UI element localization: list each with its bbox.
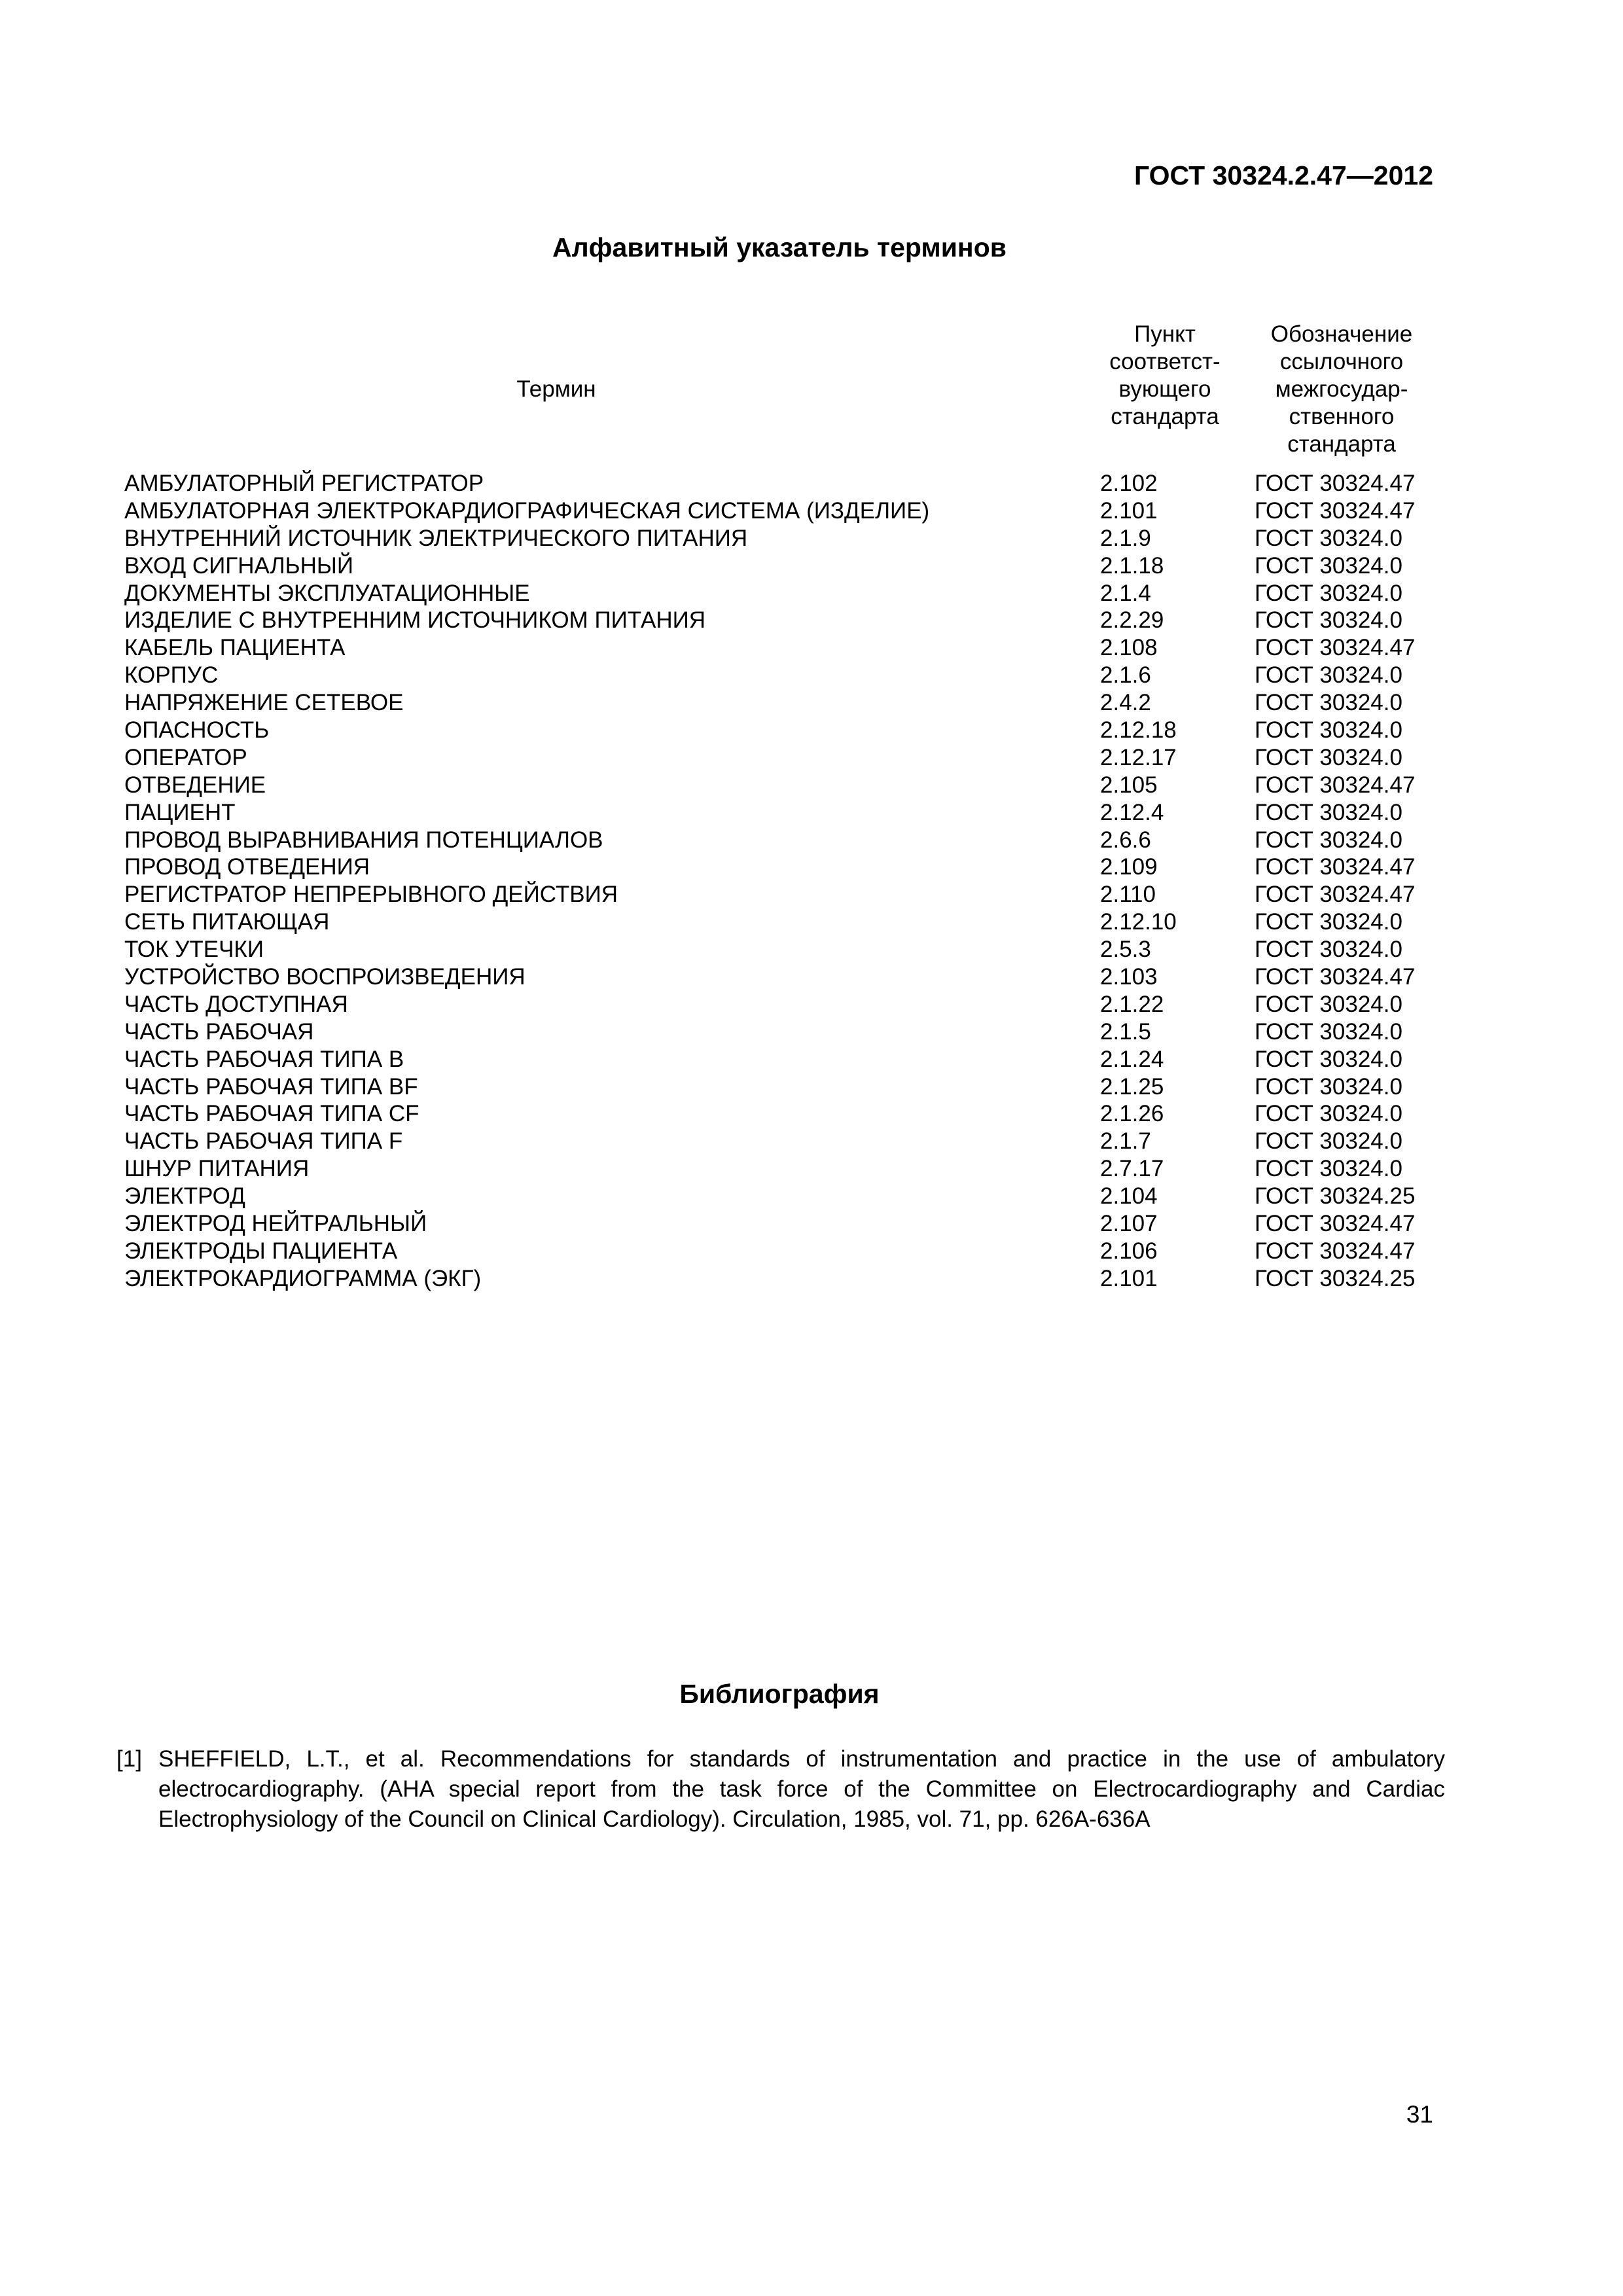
table-row bbox=[124, 662, 1459, 689]
reference-cell: ГОСТ 30324.47 bbox=[1255, 854, 1416, 880]
reference-cell: ГОСТ 30324.0 bbox=[1255, 525, 1402, 551]
table-row bbox=[124, 1128, 1459, 1155]
term-cell: ЧАСТЬ РАБОЧАЯ bbox=[124, 1018, 314, 1045]
reference-cell: ГОСТ 30324.25 bbox=[1255, 1265, 1416, 1291]
page-number: 31 bbox=[1406, 2101, 1433, 2128]
clause-cell: 2.1.18 bbox=[1100, 552, 1164, 579]
reference-cell: ГОСТ 30324.47 bbox=[1255, 772, 1416, 798]
term-cell: ТОК УТЕЧКИ bbox=[124, 937, 264, 963]
clause-cell: 2.1.26 bbox=[1100, 1101, 1164, 1127]
term-cell: ШНУР ПИТАНИЯ bbox=[124, 1156, 310, 1182]
table-row bbox=[124, 1046, 1459, 1073]
clause-cell: 2.101 bbox=[1100, 1265, 1158, 1291]
reference-cell: ГОСТ 30324.0 bbox=[1255, 607, 1402, 634]
column-header-term bbox=[393, 376, 720, 403]
clause-cell: 2.1.24 bbox=[1100, 1046, 1164, 1072]
reference-cell: ГОСТ 30324.0 bbox=[1255, 827, 1402, 853]
reference-cell: ГОСТ 30324.47 bbox=[1255, 964, 1416, 990]
term-cell: АМБУЛАТОРНАЯ ЭЛЕКТРОКАРДИОГРАФИЧЕСКАЯ СИСТЕМА (ИЗДЕЛИЕ) bbox=[124, 497, 930, 524]
reference-cell: ГОСТ 30324.0 bbox=[1255, 717, 1402, 744]
term-cell: УСТРОЙСТВО ВОСПРОИЗВЕДЕНИЯ bbox=[124, 964, 526, 990]
table-row bbox=[124, 1265, 1459, 1293]
table-row bbox=[124, 1018, 1459, 1046]
clause-cell: 2.1.4 bbox=[1100, 580, 1151, 606]
clause-cell: 2.12.17 bbox=[1100, 744, 1177, 770]
column-header-line: вующего bbox=[1118, 376, 1211, 402]
table-row bbox=[124, 936, 1459, 963]
clause-cell: 2.102 bbox=[1100, 471, 1158, 496]
table-row bbox=[124, 908, 1459, 936]
reference-cell: ГОСТ 30324.47 bbox=[1255, 635, 1416, 661]
bibliography-entry bbox=[116, 1744, 1445, 1835]
term-cell: ОПАСНОСТЬ bbox=[124, 717, 270, 744]
term-cell: КОРПУС bbox=[124, 662, 219, 689]
table-row bbox=[124, 497, 1459, 525]
table-row bbox=[124, 470, 1459, 497]
term-cell: ПАЦИЕНТ bbox=[124, 799, 236, 825]
term-cell: НАПРЯЖЕНИЕ СЕТЕВОЕ bbox=[124, 690, 404, 716]
reference-cell: ГОСТ 30324.47 bbox=[1255, 882, 1416, 908]
clause-cell: 2.6.6 bbox=[1100, 827, 1151, 853]
term-cell: ЧАСТЬ ДОСТУПНАЯ bbox=[124, 991, 348, 1017]
reference-cell: ГОСТ 30324.0 bbox=[1255, 1128, 1402, 1155]
clause-cell: 2.4.2 bbox=[1100, 690, 1151, 716]
clause-cell: 2.1.9 bbox=[1100, 525, 1151, 551]
clause-cell: 2.1.6 bbox=[1100, 662, 1151, 689]
table-row bbox=[124, 744, 1459, 772]
table-row bbox=[124, 799, 1459, 827]
clause-cell: 2.108 bbox=[1100, 635, 1158, 661]
table-row bbox=[124, 991, 1459, 1018]
column-header-line: ственного bbox=[1289, 404, 1395, 429]
reference-cell: ГОСТ 30324.0 bbox=[1255, 909, 1402, 935]
term-cell: ПРОВОД ОТВЕДЕНИЯ bbox=[124, 854, 370, 880]
column-header-line: стандарта bbox=[1111, 404, 1219, 429]
clause-cell: 2.12.18 bbox=[1100, 717, 1177, 744]
term-cell: ПРОВОД ВЫРАВНИВАНИЯ ПОТЕНЦИАЛОВ bbox=[124, 827, 603, 853]
term-cell: ЭЛЕКТРОКАРДИОГРАММА (ЭКГ) bbox=[124, 1265, 482, 1291]
term-cell: ЧАСТЬ РАБОЧАЯ ТИПА F bbox=[124, 1128, 403, 1155]
clause-cell: 2.105 bbox=[1100, 772, 1158, 798]
clause-cell: 2.103 bbox=[1100, 964, 1158, 990]
clause-cell: 2.1.5 bbox=[1100, 1018, 1151, 1045]
reference-cell: ГОСТ 30324.0 bbox=[1255, 1018, 1402, 1045]
clause-cell: 2.106 bbox=[1100, 1238, 1158, 1264]
clause-cell: 2.2.29 bbox=[1100, 607, 1164, 634]
reference-cell: ГОСТ 30324.0 bbox=[1255, 690, 1402, 716]
table-row bbox=[124, 1238, 1459, 1265]
reference-cell: ГОСТ 30324.47 bbox=[1255, 497, 1416, 524]
column-header-reference bbox=[1243, 321, 1440, 458]
table-row bbox=[124, 772, 1459, 799]
table-row bbox=[124, 717, 1459, 744]
reference-cell: ГОСТ 30324.0 bbox=[1255, 1156, 1402, 1182]
term-cell: КАБЕЛЬ ПАЦИЕНТА bbox=[124, 635, 346, 661]
reference-cell: ГОСТ 30324.0 bbox=[1255, 552, 1402, 579]
clause-cell: 2.7.17 bbox=[1100, 1156, 1164, 1182]
table-row bbox=[124, 634, 1459, 662]
index-title: Алфавитный указатель терминов bbox=[552, 232, 1007, 262]
table-row bbox=[124, 525, 1459, 552]
clause-cell: 2.5.3 bbox=[1100, 937, 1151, 963]
term-cell: ИЗДЕЛИЕ С ВНУТРЕННИМ ИСТОЧНИКОМ ПИТАНИЯ bbox=[124, 607, 706, 634]
table-row bbox=[124, 580, 1459, 607]
table-row bbox=[124, 1210, 1459, 1238]
table-row bbox=[124, 853, 1459, 881]
table-row bbox=[124, 827, 1459, 854]
reference-cell: ГОСТ 30324.0 bbox=[1255, 662, 1402, 689]
term-cell: ОТВЕДЕНИЕ bbox=[124, 772, 266, 798]
term-cell: ЧАСТЬ РАБОЧАЯ ТИПА В bbox=[124, 1046, 404, 1072]
bibliography-title: Библиография bbox=[679, 1679, 880, 1709]
clause-cell: 2.1.25 bbox=[1100, 1073, 1164, 1100]
term-cell: ВНУТРЕННИЙ ИСТОЧНИК ЭЛЕКТРИЧЕСКОГО ПИТАНИЯ bbox=[124, 525, 748, 551]
term-cell: ОПЕРАТОР bbox=[124, 744, 247, 770]
term-cell: ЭЛЕКТРОДЫ ПАЦИЕНТА bbox=[124, 1238, 398, 1264]
table-row bbox=[124, 607, 1459, 634]
term-cell: ЧАСТЬ РАБОЧАЯ ТИПА CF bbox=[124, 1101, 419, 1127]
clause-cell: 2.104 bbox=[1100, 1183, 1158, 1210]
column-header-line: Обозначение bbox=[1270, 321, 1413, 347]
column-header-clause bbox=[1086, 321, 1243, 431]
clause-cell: 2.1.7 bbox=[1100, 1128, 1151, 1155]
table-row bbox=[124, 1100, 1459, 1128]
reference-cell: ГОСТ 30324.0 bbox=[1255, 1101, 1402, 1127]
clause-cell: 2.110 bbox=[1100, 882, 1156, 908]
terms-index-table bbox=[124, 470, 1459, 1293]
table-row bbox=[124, 963, 1459, 991]
reference-cell: ГОСТ 30324.0 bbox=[1255, 580, 1402, 606]
table-row bbox=[124, 1183, 1459, 1210]
term-cell: СЕТЬ ПИТАЮЩАЯ bbox=[124, 909, 330, 935]
table-row bbox=[124, 881, 1459, 908]
clause-cell: 2.12.10 bbox=[1100, 909, 1177, 935]
table-row bbox=[124, 1073, 1459, 1101]
term-cell: ДОКУМЕНТЫ ЭКСПЛУАТАЦИОННЫЕ bbox=[124, 580, 530, 606]
reference-cell: ГОСТ 30324.25 bbox=[1255, 1183, 1416, 1210]
term-cell: АМБУЛАТОРНЫЙ РЕГИСТРАТОР bbox=[124, 471, 484, 496]
term-cell: ЧАСТЬ РАБОЧАЯ ТИПА BF bbox=[124, 1073, 418, 1100]
clause-cell: 2.12.4 bbox=[1100, 799, 1164, 825]
reference-cell: ГОСТ 30324.0 bbox=[1255, 937, 1402, 963]
reference-cell: ГОСТ 30324.0 bbox=[1255, 799, 1402, 825]
reference-cell: ГОСТ 30324.0 bbox=[1255, 744, 1402, 770]
column-header-line: ссылочного bbox=[1279, 349, 1404, 374]
reference-cell: ГОСТ 30324.0 bbox=[1255, 991, 1402, 1017]
column-header-line: стандарта bbox=[1287, 431, 1396, 457]
table-row bbox=[124, 552, 1459, 580]
reference-cell: ГОСТ 30324.0 bbox=[1255, 1073, 1402, 1100]
table-row bbox=[124, 1155, 1459, 1183]
column-header-line: соответст- bbox=[1109, 349, 1221, 374]
term-cell: ЭЛЕКТРОД bbox=[124, 1183, 245, 1210]
reference-cell: ГОСТ 30324.47 bbox=[1255, 1211, 1416, 1237]
bibliography-entry-number: [1] bbox=[116, 1746, 142, 1772]
term-cell: РЕГИСТРАТОР НЕПРЕРЫВНОГО ДЕЙСТВИЯ bbox=[124, 882, 618, 908]
reference-cell: ГОСТ 30324.0 bbox=[1255, 1046, 1402, 1072]
column-header-line: Пункт bbox=[1134, 321, 1196, 347]
clause-cell: 2.107 bbox=[1100, 1211, 1158, 1237]
table-row bbox=[124, 689, 1459, 717]
clause-cell: 2.109 bbox=[1100, 854, 1158, 880]
clause-cell: 2.101 bbox=[1100, 497, 1158, 524]
reference-cell: ГОСТ 30324.47 bbox=[1255, 1238, 1416, 1264]
clause-cell: 2.1.22 bbox=[1100, 991, 1164, 1017]
bibliography-entry-text: SHEFFIELD, L.T., et al. Recommendations for standards of instrumentation and practice in the use of ambulatory electrocardiography. (AHA special report from the task force of the Committee on Electrocardiography and Cardiac Electrophysiology of the Council on Clinical Cardiology). Circulation, 1985, vol. 71, pp. 626A-636A bbox=[158, 1746, 1445, 1832]
document-code: ГОСТ 30324.2.47—2012 bbox=[1133, 160, 1433, 190]
column-header-line: межгосудар- bbox=[1275, 376, 1408, 402]
term-cell: ВХОД СИГНАЛЬНЫЙ bbox=[124, 552, 353, 579]
term-cell: ЭЛЕКТРОД НЕЙТРАЛЬНЫЙ bbox=[124, 1211, 427, 1237]
reference-cell: ГОСТ 30324.47 bbox=[1255, 471, 1416, 496]
column-header-term-label: Термин bbox=[516, 376, 596, 402]
